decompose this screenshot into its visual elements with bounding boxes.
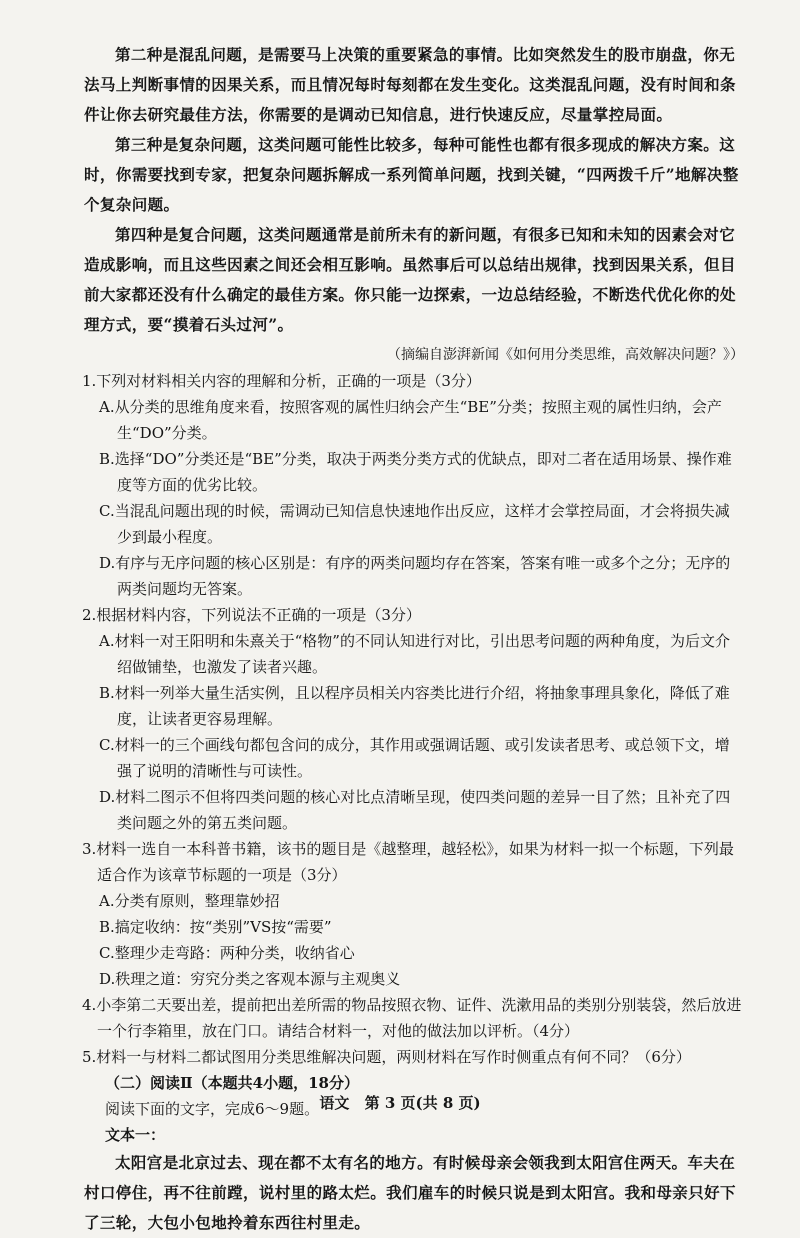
option-b: B.材料一列举大量生活实例，且以程序员相关内容类比进行介绍，将抽象事理具象化，降低了难度，让读者更容易理解。 xyxy=(99,684,730,728)
option-a: A.分类有原则，整理靠妙招 xyxy=(99,892,280,910)
option-a: A.从分类的思维角度来看，按照客观的属性归纳会产生“BE”分类；按照主观的属性归纳，会产生“DO”分类。 xyxy=(99,398,722,442)
option-b: B.选择“DO”分类还是“BE”分类，取决于两类分类方式的优缺点，即对二者在适用场景、操作难度等方面的优劣比较。 xyxy=(99,450,732,494)
option-c: C.材料一的三个画线句都包含问的成分，其作用或强调话题、或引发读者思考、或总领下文，增强了说明的清晰性与可读性。 xyxy=(99,736,730,780)
material-paragraph-chaotic: 第二种是混乱问题，是需要马上决策的重要紧急的事情。比如突然发生的股市崩盘，你无法马上判断事情的因果关系，而且情况每时每刻都在发生变化。这类混乱问题，没有时间和条件让你去研究最佳方法，你需要的是调动已知信息，进行快速反应，尽量掌控局面。 xyxy=(84,45,736,124)
question-2 xyxy=(84,602,744,836)
option-c: C.整理少走弯路：两种分类，收纳省心 xyxy=(99,944,355,962)
question-1 xyxy=(84,368,744,602)
footer-page-number: 第 3 页(共 8 页) xyxy=(364,1094,481,1112)
option-d: D.材料二图示不但将四类问题的核心对比点清晰呈现，使四类问题的差异一目了然；且补充了四类问题之外的第五类问题。 xyxy=(99,788,731,832)
page-footer xyxy=(0,1092,800,1113)
option-a: A.材料一对王阳明和朱熹关于“格物”的不同认知进行对比，引出思考问题的两种角度，为后文介绍做铺垫，也激发了读者兴趣。 xyxy=(99,632,730,676)
question-3 xyxy=(84,836,744,992)
material-paragraph-complex: 第四种是复合问题，这类问题通常是前所未有的新问题，有很多已知和未知的因素会对它造成影响，而且这些因素之间还会相互影响。虽然事后可以总结出规律，找到因果关系，但目前大家都还没有什么确定的最佳方案。你只能一边探索，一边总结经验，不断迭代优化你的处理方式，要“摸着石头过河”。 xyxy=(84,225,736,334)
material-text xyxy=(84,40,744,340)
text-label: 文本一： xyxy=(105,1126,166,1144)
option-c: C.当混乱问题出现的时候，需调动已知信息快速地作出反应，这样才会掌控局面，才会将损失减少到最小程度。 xyxy=(99,502,730,546)
question-5-stem: 5.材料一与材料二都试图用分类思维解决问题，两则材料在写作时侧重点有何不同？（6分） xyxy=(82,1048,691,1066)
question-stem: 3.材料一选自一本科普书籍，该书的题目是《越整理，越轻松》，如果为材料一拟一个标题，下列最适合作为该章节标题的一项是（3分） xyxy=(82,840,734,884)
question-stem: 1.下列对材料相关内容的理解和分析，正确的一项是（3分） xyxy=(82,372,481,390)
source-citation: （摘编自澎湃新闻《如何用分类思维，高效解决问题？》） xyxy=(387,347,744,363)
question-stem: 2.根据材料内容，下列说法不正确的一项是（3分） xyxy=(82,606,421,624)
option-d: D.有序与无序问题的核心区别是：有序的两类问题均存在答案，答案有唯一或多个之分；无序的两类问题均无答案。 xyxy=(99,554,731,598)
option-b: B.搞定收纳：按“类别”VS按“需要” xyxy=(99,918,332,936)
option-d: D.秩理之道：穷究分类之客观本源与主观奥义 xyxy=(99,970,401,988)
footer-subject: 语文 xyxy=(319,1094,350,1112)
section-instruction: 阅读下面的文字，完成6～9题。 xyxy=(105,1100,320,1118)
question-4-stem: 4.小李第二天要出差，提前把出差所需的物品按照衣物、证件、洗漱用品的类别分别装袋，然后放进一个行李箱里，放在门口。请结合材料一，对他的做法加以评析。（4分） xyxy=(82,996,742,1040)
material-paragraph-complicated: 第三种是复杂问题，这类问题可能性比较多，每种可能性也都有很多现成的解决方案。这时，你需要找到专家，把复杂问题拆解成一系列简单问题，找到关键，“四两拨千斤”地解决整个复杂问题。 xyxy=(84,135,739,214)
text-paragraph: 太阳宫是北京过去、现在都不太有名的地方。有时候母亲会领我到太阳宫住两天。车夫在村口停住，再不往前蹚，说村里的路太烂。我们雇车的时候只说是到太阳宫。我和母亲只好下了三轮，大包小包地拎着东西往村里走。 xyxy=(84,1153,736,1232)
section-heading: （二）阅读Ⅱ（本题共4小题，18分） xyxy=(105,1074,359,1092)
